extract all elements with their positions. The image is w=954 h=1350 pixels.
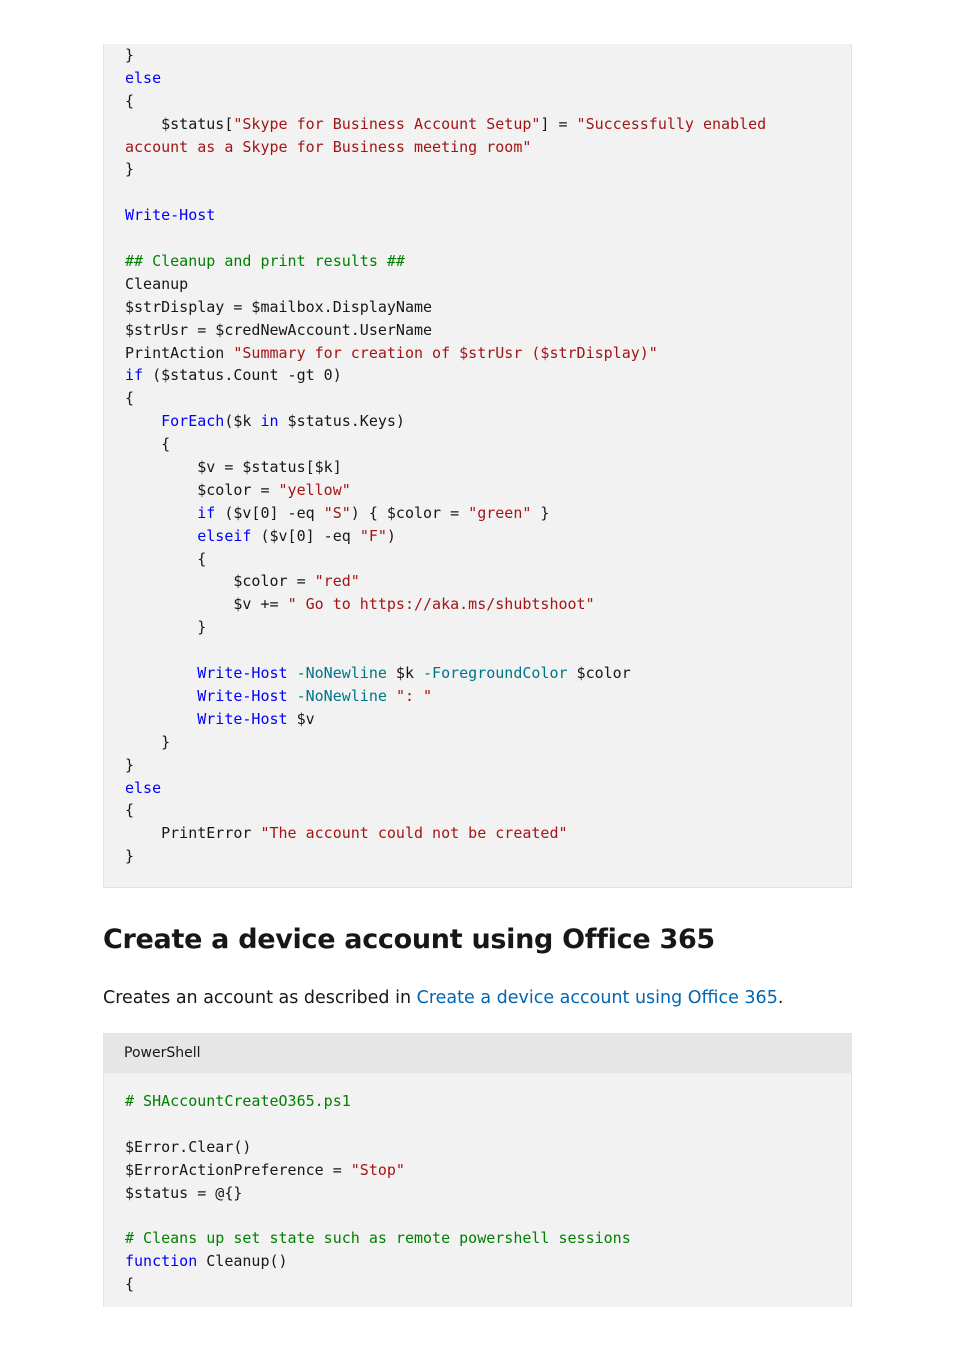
code-token: } (125, 618, 207, 637)
code-token: -NoNewline (296, 664, 387, 683)
code-token: } (125, 46, 135, 64)
code-token (125, 504, 197, 522)
code-line (125, 44, 851, 67)
code-token: else (125, 778, 162, 797)
code-token: { (125, 389, 135, 408)
code-line (125, 296, 851, 319)
code-token: -ForegroundColor (423, 664, 568, 683)
code-line (125, 845, 851, 868)
description-suffix: . (777, 988, 784, 1008)
code-token: $v (287, 709, 315, 728)
code-token: Write-Host (125, 206, 216, 225)
code-line (125, 1204, 851, 1227)
code-line (125, 113, 851, 136)
code-line (125, 708, 851, 731)
code-token: if (197, 503, 216, 522)
code-token: $color (567, 664, 631, 683)
code-line (125, 204, 851, 227)
code-token: $status = @{} (125, 1183, 243, 1202)
code-line (125, 754, 851, 777)
code-token: "green" (468, 503, 532, 522)
code-token: PrintAction (125, 343, 234, 362)
code-token: { (125, 1275, 135, 1294)
code-token: } (125, 160, 135, 179)
code-token: else (125, 68, 162, 87)
code-token: ($v[0] -eq (215, 503, 324, 522)
code-line (125, 456, 851, 479)
code-token: $ErrorActionPreference = (125, 1160, 351, 1179)
section-heading: Create a device account using Office 365 (103, 924, 715, 955)
code-token: $k (386, 664, 424, 683)
code-token: elseif (197, 526, 252, 545)
code-line (125, 1182, 851, 1205)
code-token: $strUsr = $credNewAccount.UserName (125, 320, 433, 339)
code-block-2 (103, 1033, 852, 1307)
code-line (125, 662, 851, 685)
code-line (125, 1273, 851, 1296)
code-token: $v = $status[$k] (125, 458, 342, 477)
code-language-label: PowerShell (104, 1034, 851, 1073)
code-token: $strDisplay = $mailbox.DisplayName (125, 297, 433, 316)
code-token: "Stop" (350, 1160, 405, 1179)
code-token: if (125, 366, 144, 385)
code-token: "S" (323, 503, 351, 522)
code-token: { (125, 549, 207, 568)
code-line (125, 502, 851, 525)
code-token: function (125, 1252, 198, 1271)
code-token: $color = (125, 572, 315, 591)
code-block-1 (103, 44, 852, 888)
code-token: -NoNewline (296, 686, 387, 705)
code-line (125, 227, 851, 250)
code-token: # Cleans up set state such as remote powershell sessions (125, 1229, 631, 1248)
code-line (125, 479, 851, 502)
code-line (125, 319, 851, 342)
code-token: "red" (314, 572, 360, 591)
code-line (125, 364, 851, 387)
code-token: { (125, 435, 171, 454)
code-line (125, 1136, 851, 1159)
code-line (125, 639, 851, 662)
code-token: ## Cleanup and print results ## (125, 252, 405, 271)
code-token: { (125, 91, 135, 110)
code-token: in (260, 412, 279, 431)
code-line (125, 1227, 851, 1250)
code-token: Write-Host (197, 686, 288, 705)
code-token (125, 527, 197, 545)
code-line (125, 136, 851, 159)
code-line (125, 731, 851, 754)
code-line (125, 616, 851, 639)
code-token: $Error.Clear() (125, 1137, 252, 1156)
code-token (125, 412, 161, 430)
code-line (125, 342, 851, 365)
code-token: "Skype for Business Account Setup" (233, 114, 541, 133)
code-token: $status[ (125, 114, 234, 133)
code-token: } (125, 755, 135, 774)
code-token: ForEach (161, 412, 225, 431)
code-line (125, 822, 851, 845)
code-token: $status.Keys) (278, 412, 405, 431)
description-text: Creates an account as described in (103, 988, 417, 1008)
code-token: "yellow" (278, 480, 351, 499)
code-token (288, 687, 297, 705)
code-token (387, 687, 396, 705)
code-line (125, 387, 851, 410)
code-token: Cleanup() (197, 1252, 288, 1271)
code-line (125, 273, 851, 296)
code-token: ) { $color = (350, 503, 469, 522)
code-token (125, 710, 197, 728)
code-token: { (125, 801, 135, 820)
code-token: PrintError (125, 824, 261, 843)
code-line (125, 570, 851, 593)
code-token: $v += (125, 595, 288, 614)
code-token: ) (386, 526, 396, 545)
code-token (125, 687, 197, 705)
code-token: ": " (395, 686, 433, 705)
code-token: "F" (359, 526, 387, 545)
code-token: } (125, 847, 135, 866)
code-line (125, 1159, 851, 1182)
code-token (288, 664, 297, 682)
code-content (104, 44, 851, 868)
code-line (125, 1250, 851, 1273)
code-token: ] = (540, 114, 577, 133)
code-line (125, 433, 851, 456)
code-content (104, 1073, 851, 1296)
code-line (125, 799, 851, 822)
code-token: Write-Host (197, 709, 288, 728)
code-token: ($v[0] -eq (251, 526, 360, 545)
code-token: Cleanup (125, 274, 189, 293)
code-line (125, 1090, 851, 1113)
code-token (125, 664, 197, 682)
code-token: $color = (125, 480, 279, 499)
section-description (103, 986, 783, 1010)
code-token: " Go to https://aka.ms/shubtshoot" (287, 595, 595, 614)
code-token: ($k (224, 412, 261, 431)
code-line (125, 67, 851, 90)
code-line (125, 1113, 851, 1136)
code-token: "Successfully enabled (576, 114, 767, 133)
code-token: } (531, 503, 550, 522)
code-token: "Summary for creation of $strUsr ($strDisplay)" (233, 343, 658, 362)
code-line (125, 90, 851, 113)
code-line (125, 685, 851, 708)
code-line (125, 410, 851, 433)
code-token: account as a Skype for Business meeting room" (125, 137, 532, 156)
code-line (125, 593, 851, 616)
code-token: # SHAccountCreateO365.ps1 (125, 1092, 351, 1110)
code-line (125, 250, 851, 273)
office365-device-account-link[interactable]: Create a device account using Office 365 (416, 988, 778, 1008)
code-token: } (125, 732, 171, 751)
code-token: ($status.Count -gt 0) (143, 366, 342, 385)
code-line (125, 158, 851, 181)
code-line (125, 525, 851, 548)
code-token: Write-Host (197, 664, 288, 683)
code-line (125, 777, 851, 800)
code-line (125, 548, 851, 571)
code-token: "The account could not be created" (260, 824, 568, 843)
code-line (125, 181, 851, 204)
